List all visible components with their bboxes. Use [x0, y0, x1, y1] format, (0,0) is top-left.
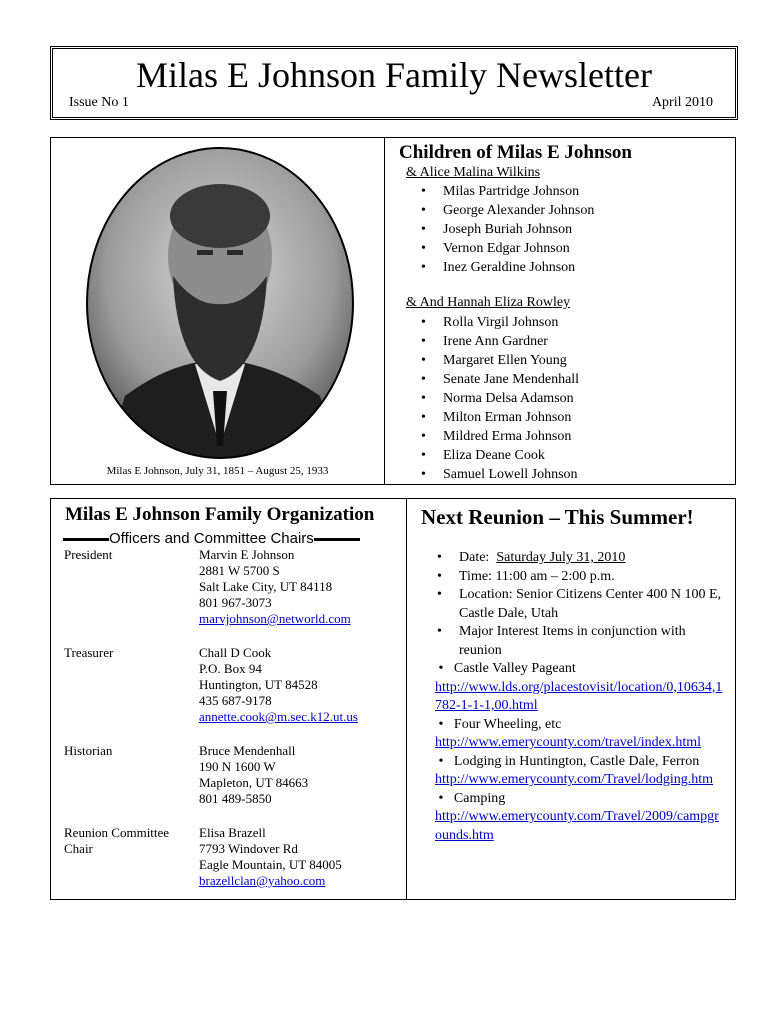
organization-reunion-section — [50, 498, 736, 900]
activity-label: Camping — [453, 790, 506, 806]
list-item: • Camping http://www.emerycounty.com/Travel/2009/campgrounds.htm — [435, 790, 725, 846]
officer-role — [64, 825, 169, 857]
portrait-caption: Milas E Johnson, July 31, 1851 – August 25, 1933 — [106, 465, 329, 477]
activity-link[interactable]: http://www.lds.org/placestovisit/location/0,10634,1782-1-1-1,00.html — [435, 679, 723, 713]
list-item: • Norma Delsa Adamson — [419, 389, 579, 408]
list-item: • Milas Partridge Johnson — [419, 182, 594, 201]
officer-role-line: Reunion Committee — [64, 825, 170, 840]
officer-city: Eagle Mountain, UT 84005 — [199, 857, 342, 872]
officers-subtitle — [63, 530, 360, 547]
officer-email-link[interactable]: marvjohnson@networld.com — [199, 611, 351, 626]
list-item: • Irene Ann Gardner — [419, 332, 579, 351]
list-item: • Date: Saturday July 31, 2010 — [437, 550, 626, 565]
children-list — [419, 182, 594, 277]
officer-phone: 801 967-3073 — [199, 595, 272, 610]
reunion-time: Time: 11:00 am – 2:00 p.m. — [459, 568, 615, 584]
children-title: Children of Milas E Johnson — [399, 142, 632, 163]
list-item: • Mildred Erma Johnson — [419, 427, 579, 446]
officer-contact — [199, 743, 308, 807]
officer-name: Elisa Brazell — [199, 825, 266, 840]
reunion-date: Saturday July 31, 2010 — [496, 550, 626, 565]
officer-name: Chall D Cook — [199, 645, 272, 660]
list-item: • Location: Senior Citizens Center 400 N 100 E, Castle Dale, Utah — [437, 587, 722, 621]
divider — [63, 538, 109, 541]
list-item: • Inez Geraldine Johnson — [419, 258, 594, 277]
officer-address: P.O. Box 94 — [199, 661, 262, 676]
reunion-title: Next Reunion – This Summer! — [421, 505, 694, 529]
officer-role: President — [64, 547, 113, 562]
reunion-location: Location: Senior Citizens Center 400 N 100 E, Castle Dale, Utah — [459, 587, 722, 621]
officers-subtitle-text: Officers and Committee Chairs — [109, 530, 314, 547]
portrait-panel — [51, 138, 385, 484]
list-item: • Milton Erman Johnson — [419, 408, 579, 427]
officer-address: 7793 Windover Rd — [199, 841, 298, 856]
list-item: • Senate Jane Mendenhall — [419, 370, 579, 389]
officer-address: 2881 W 5700 S — [199, 563, 280, 578]
spouse-label: & And Hannah Eliza Rowley — [406, 295, 571, 310]
officer-contact — [199, 645, 358, 725]
list-item: • Four Wheeling, etc http://www.emerycounty.com/travel/index.html — [435, 716, 725, 753]
activity-label: Four Wheeling, etc — [453, 716, 562, 732]
officer-name: Marvin E Johnson — [199, 547, 295, 562]
officer-city: Salt Lake City, UT 84118 — [199, 579, 333, 594]
list-item: • Eliza Deane Cook — [419, 446, 579, 465]
officer-phone: 801 489-5850 — [199, 791, 272, 806]
date-label: Date: — [459, 550, 490, 565]
officer-email-link[interactable]: brazellclan@yahoo.com — [199, 873, 326, 888]
list-item: • Major Interest Items in conjunction with reunion — [437, 624, 686, 658]
masthead — [50, 46, 738, 120]
officer-name: Bruce Mendenhall — [199, 743, 296, 758]
list-item: • Vernon Edgar Johnson — [419, 239, 594, 258]
activity-label: Lodging in Huntington, Castle Dale, Ferron — [453, 753, 700, 769]
list-item: • Joseph Buriah Johnson — [419, 220, 594, 239]
officer-address: 190 N 1600 W — [199, 759, 276, 774]
organization-title: Milas E Johnson Family Organization — [65, 504, 375, 525]
activity-link[interactable]: http://www.emerycounty.com/Travel/lodging.htm — [435, 772, 714, 787]
list-item: • Castle Valley Pageant http://www.lds.org/placestovisit/location/0,10634,1782-1-1-1,00.html — [435, 660, 725, 716]
officer-role-line: Chair — [64, 841, 93, 856]
activity-link[interactable]: http://www.emerycounty.com/Travel/2009/campgrounds.htm — [435, 809, 719, 843]
children-list — [419, 313, 579, 484]
officer-city: Mapleton, UT 84663 — [199, 775, 309, 790]
officer-contact — [199, 825, 342, 889]
issue-number: Issue No 1 — [69, 95, 129, 110]
officer-role: Treasurer — [64, 645, 114, 660]
portrait-photo — [85, 146, 355, 461]
officer-contact — [199, 547, 351, 627]
activity-link[interactable]: http://www.emerycounty.com/travel/index.html — [435, 735, 702, 750]
list-item: • Rolla Virgil Johnson — [419, 313, 579, 332]
officer-phone: 435 687-9178 — [199, 693, 272, 708]
activity-label: Castle Valley Pageant — [453, 661, 576, 676]
list-item: • George Alexander Johnson — [419, 201, 594, 220]
divider — [314, 538, 360, 541]
list-item: • Samuel Lowell Johnson — [419, 465, 579, 484]
children-section — [50, 137, 736, 485]
organization-panel — [51, 499, 407, 899]
list-item: • Lodging in Huntington, Castle Dale, Ferron http://www.emerycounty.com/Travel/lodging.htm — [435, 753, 725, 790]
list-item: • Margaret Ellen Young — [419, 351, 579, 370]
list-item: • Time: 11:00 am – 2:00 p.m. — [437, 568, 615, 584]
officer-role: Historian — [64, 743, 113, 758]
issue-date: April 2010 — [651, 95, 713, 110]
officer-city: Huntington, UT 84528 — [199, 677, 318, 692]
officer-email-link[interactable]: annette.cook@m.sec.k12.ut.us — [199, 709, 358, 724]
spouse-label: & Alice Malina Wilkins — [406, 165, 541, 180]
newsletter-title: Milas E Johnson Family Newsletter — [136, 55, 652, 95]
reunion-details — [435, 549, 725, 845]
reunion-interest: Major Interest Items in conjunction with reunion — [459, 624, 686, 658]
